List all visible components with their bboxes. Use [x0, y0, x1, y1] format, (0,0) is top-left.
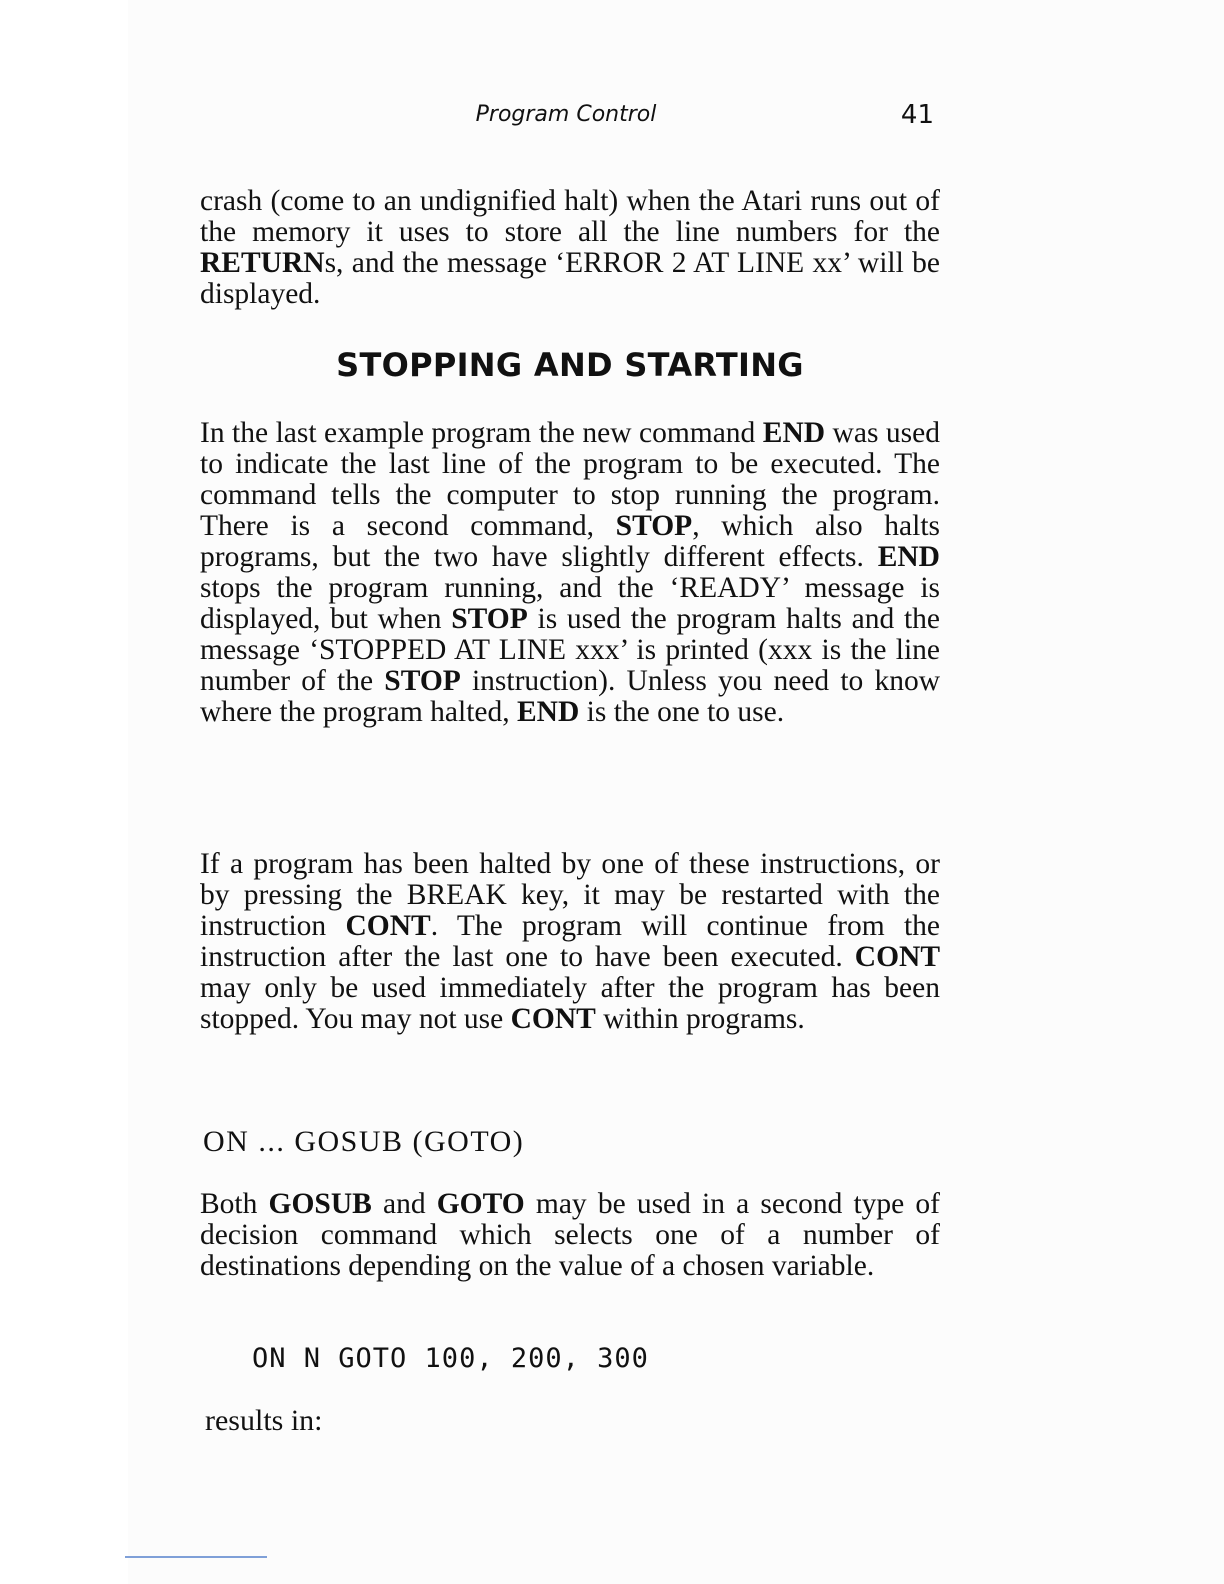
trailing-text: results in: — [205, 1404, 323, 1437]
page-edge-line — [125, 1556, 267, 1558]
bold-keyword: CONT — [510, 1003, 596, 1035]
bold-keyword: CONT — [345, 910, 431, 942]
bold-keyword: STOP — [384, 665, 461, 697]
bold-keyword: END — [517, 696, 580, 728]
running-title: Program Control — [475, 102, 657, 127]
paragraph-intro: crash (come to an undignified halt) when the Atari runs out of the memory it uses to store all the line numbers for the RETURNs, and the message ‘ERROR 2 AT LINE xx’ will be displayed. — [200, 185, 940, 310]
bold-keyword: END — [762, 417, 826, 449]
paragraph-cont: If a program has been halted by one of these instructions, or by pressing the BREAK key, it may be restarted with the instruction CONT. The program will continue from the instruction after the last one to have been executed. CONT may only be used immediately after the program has been stopped. You may not use CONT within programs. — [200, 848, 940, 1035]
running-head — [200, 102, 940, 138]
paragraph-end-stop: In the last example program the new command END was used to indicate the last line of the program to be executed. The command tells the computer to stop running the program. There is a second command, STOP, which also halts programs, but the two have slightly different effects. END stops the program running, and the ‘READY’ message is displayed, but when STOP is used the program halts and the message ‘STOPPED AT LINE xxx’ is printed (xxx is the line number of the STOP instruction). Unless you need to know where the program halted, END is the one to use. — [200, 417, 941, 728]
bold-keyword: GOTO — [436, 1188, 525, 1220]
sub-heading: ON ... GOSUB (GOTO) — [203, 1125, 525, 1158]
code-example: ON N GOTO 100, 200, 300 — [252, 1343, 649, 1374]
page-number: 41 — [900, 100, 934, 130]
bold-keyword: STOP — [615, 510, 693, 542]
bold-keyword: END — [877, 541, 940, 573]
bold-keyword: RETURN — [200, 247, 325, 279]
bold-keyword: GOSUB — [268, 1188, 372, 1220]
paragraph-on-gosub: Both GOSUB and GOTO may be used in a second type of decision command which selects one of a number of destinations depending on the value of a chosen variable. — [200, 1188, 941, 1282]
section-heading: STOPPING AND STARTING — [336, 346, 804, 384]
bold-keyword: STOP — [451, 603, 528, 635]
bold-keyword: CONT — [854, 941, 940, 973]
